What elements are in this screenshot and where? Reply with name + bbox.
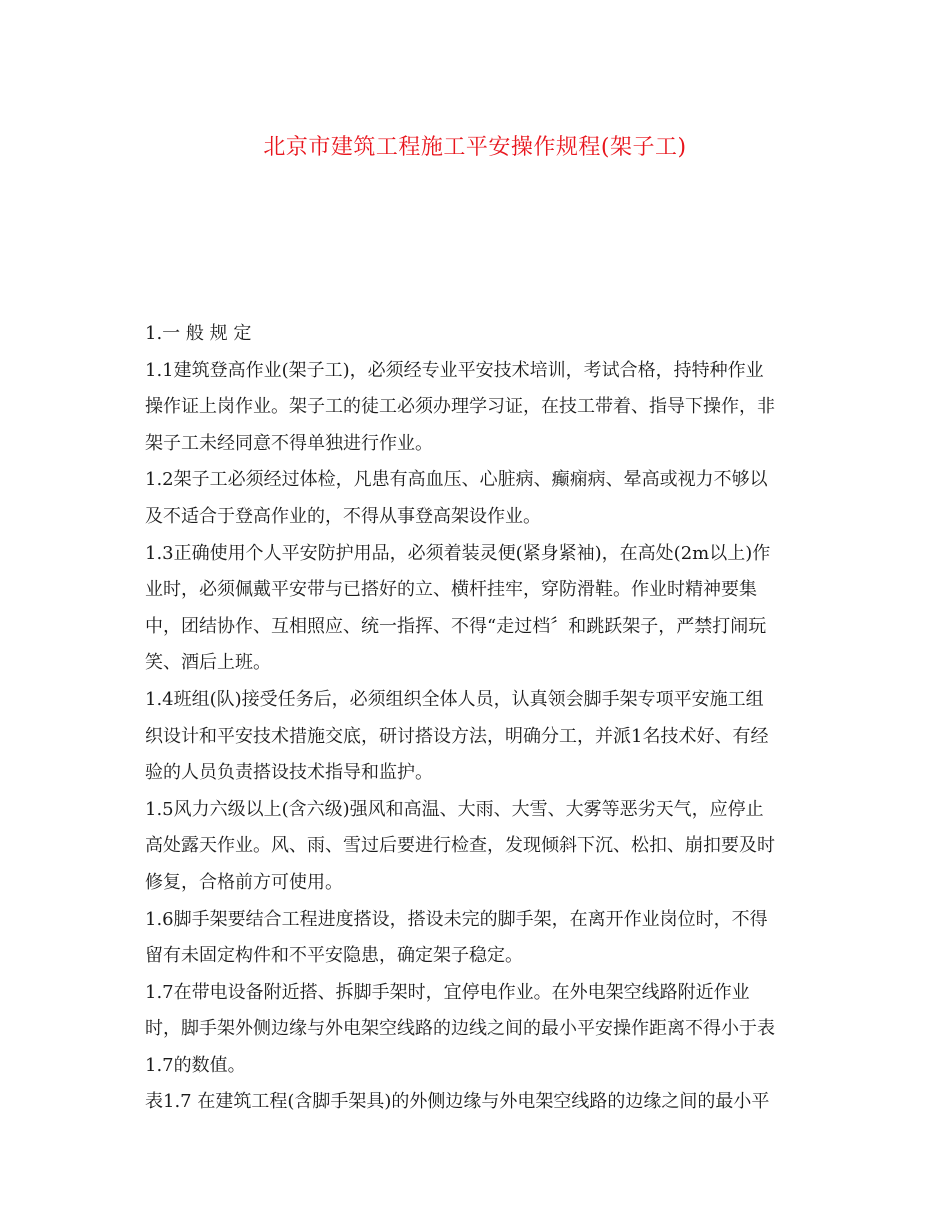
body-line: 1.7在带电设备附近搭、拆脚手架时，宜停电作业。在外电架空线路附近作业 [145, 981, 750, 1003]
body-line: 1.2架子工必须经过体检，凡患有高血压、心脏病、癫痫病、晕高或视力不够以 [145, 469, 768, 491]
body-line: 1.4班组(队)接受任务后，必须组织全体人员，认真领会脚手架专项平安施工组 [145, 688, 764, 710]
body-line: 留有未固定构件和不平安隐患，确定架子稳定。 [145, 945, 523, 967]
body-line: 织设计和平安技术措施交底，研讨搭设方法，明确分工，并派1名技术好、有经 [145, 725, 769, 747]
body-line: 操作证上岗作业。架子工的徒工必须办理学习证，在技工带着、指导下操作，非 [145, 396, 775, 418]
body-line: 1.6脚手架要结合工程进度搭设，搭设未完的脚手架，在离开作业岗位时，不得 [145, 908, 768, 930]
body-line: 验的人员负责搭设技术指导和监护。 [145, 762, 433, 784]
document-title: 北京市建筑工程施工平安操作规程(架子工) [263, 135, 687, 160]
body-line: 笑、酒后上班。 [145, 652, 271, 674]
body-line: 中，团结协作、互相照应、统一指挥、不得“走过档〞和跳跃架子，严禁打闹玩 [145, 615, 767, 637]
body-line: 及不适合于登高作业的，不得从事登高架设作业。 [145, 505, 541, 527]
body-line: 1.3正确使用个人平安防护用品，必须着装灵便(紧身紧袖)，在高处(2m以上)作 [145, 542, 771, 564]
body-line: 修复，合格前方可使用。 [145, 871, 343, 893]
body-line: 1.7的数值。 [145, 1054, 246, 1076]
body-line: 业时，必须佩戴平安带与已搭好的立、横杆挂牢，穿防滑鞋。作业时精神要集 [145, 579, 757, 601]
table-caption-line: 表1.7 在建筑工程(含脚手架具)的外侧边缘与外电架空线路的边缘之间的最小平 [145, 1091, 770, 1113]
body-line: 高处露天作业。风、雨、雪过后要进行检查，发现倾斜下沉、松扣、崩扣要及时 [145, 835, 775, 857]
section-heading-general-rules: 1.一 般 规 定 [145, 323, 252, 344]
body-line: 时，脚手架外侧边缘与外电架空线路的边线之间的最小平安操作距离不得小于表 [145, 1018, 775, 1040]
body-line: 1.1建筑登高作业(架子工)，必须经专业平安技术培训，考试合格，持特种作业 [145, 359, 764, 381]
document-body [145, 316, 805, 1121]
body-line: 1.5风力六级以上(含六级)强风和高温、大雨、大雪、大雾等恶劣天气，应停止 [145, 798, 764, 820]
body-line: 架子工未经同意不得单独进行作业。 [145, 432, 433, 454]
